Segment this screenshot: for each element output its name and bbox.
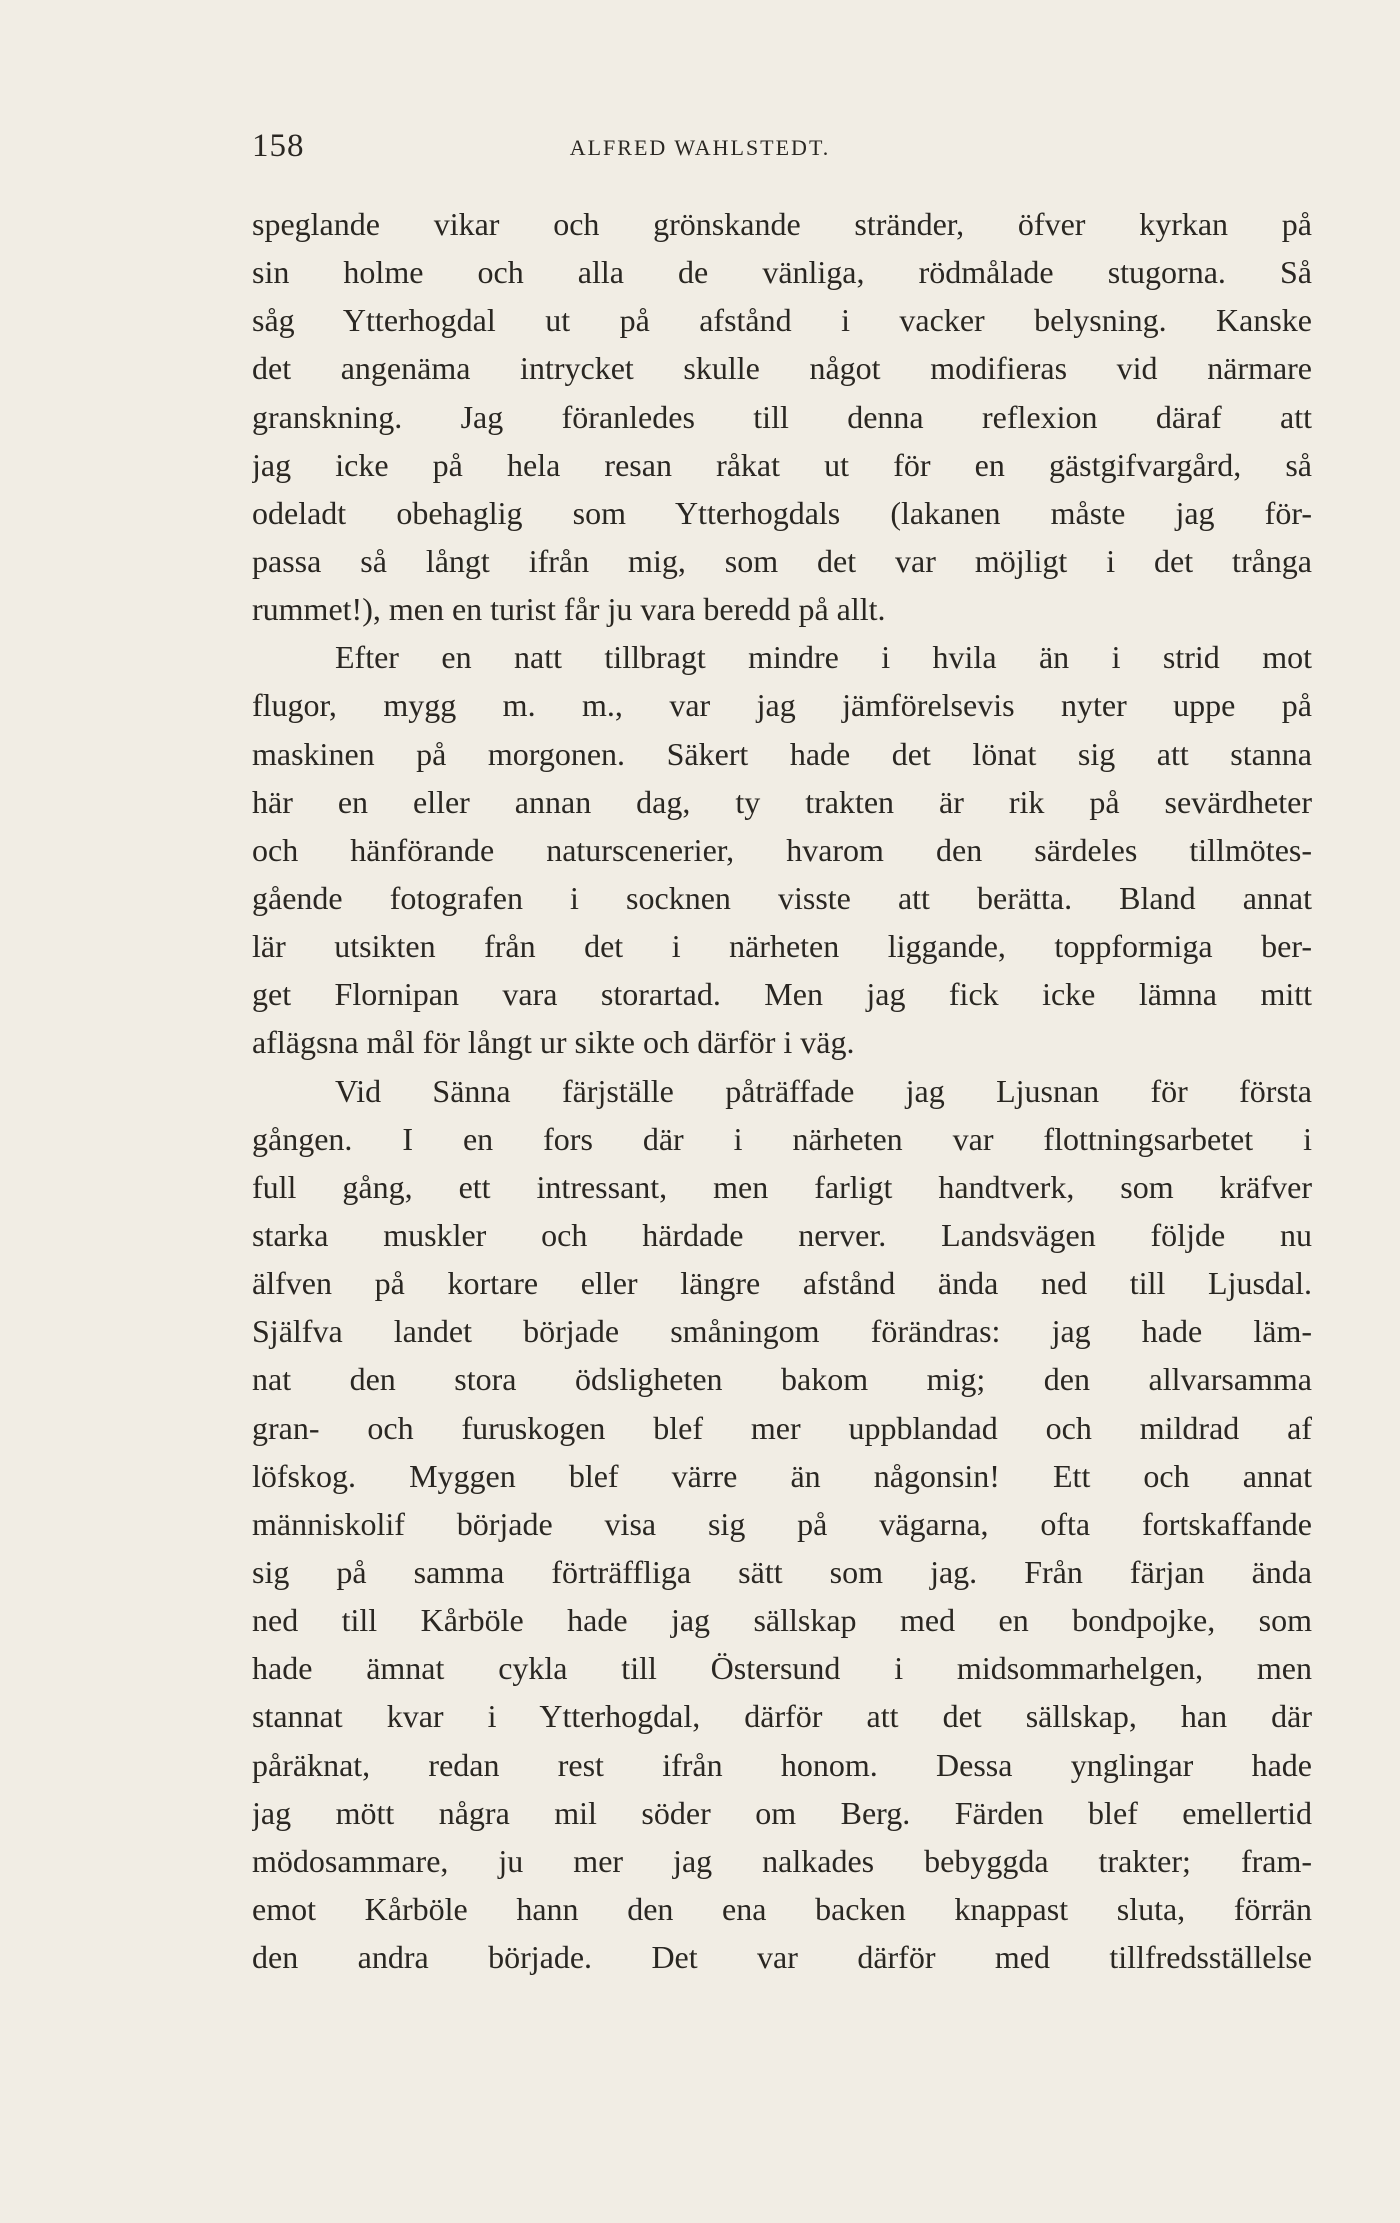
text-line: löfskog. Myggen blef värre än någonsin! Ett och annat	[252, 1457, 1312, 1494]
text-line: stannat kvar i Ytterhogdal, därför att det sällskap, han där	[252, 1698, 1312, 1735]
text-line: speglande vikar och grönskande stränder, öfver kyrkan på	[252, 206, 1312, 242]
text-line: jag mött några mil söder om Berg. Färden blef emellertid	[252, 1794, 1312, 1831]
text-line: Själfva landet började småningom förändras: jag hade läm-	[252, 1313, 1312, 1350]
text-line: ned till Kårböle hade jag sällskap med en bondpojke, som	[252, 1602, 1312, 1639]
text-line: människolif började visa sig på vägarna, ofta fortskaffande	[252, 1505, 1312, 1542]
text-line: aflägsna mål för långt ur sikte och därför i väg.	[252, 1024, 855, 1061]
text-line: hade ämnat cykla till Östersund i midsommarhelgen, men	[252, 1650, 1312, 1687]
text-line: det angenäma intrycket skulle något modifieras vid närmare	[252, 350, 1312, 387]
text-line: starka muskler och härdade nerver. Landsvägen följde nu	[252, 1216, 1312, 1253]
running-head: ALFRED WAHLSTEDT.	[569, 135, 831, 160]
text-line: granskning. Jag föranledes till denna reflexion däraf att	[252, 398, 1312, 435]
text-line: maskinen på morgonen. Säkert hade det lönat sig att stanna	[252, 735, 1312, 772]
page-number: 158	[252, 128, 305, 164]
text-line: sin holme och alla de vänliga, rödmålade stugorna. Så	[252, 254, 1312, 291]
text-line: såg Ytterhogdal ut på afstånd i vacker belysning. Kanske	[252, 302, 1312, 339]
text-line: sig på samma förträffliga sätt som jag. Från färjan ända	[252, 1553, 1312, 1590]
text-line: påräknat, redan rest ifrån honom. Dessa ynglingar hade	[252, 1746, 1312, 1783]
text-line: get Flornipan vara storartad. Men jag fick icke lämna mitt	[252, 976, 1312, 1013]
text-line: lär utsikten från det i närheten liggande, toppformiga ber-	[252, 928, 1312, 965]
text-line: mödosammare, ju mer jag nalkades bebyggda trakter; fram-	[252, 1842, 1312, 1879]
text-line: älfven på kortare eller längre afstånd ända ned till Ljusdal.	[252, 1265, 1312, 1302]
text-line: och hänförande naturscenerier, hvarom den särdeles tillmötes-	[252, 831, 1312, 868]
text-line: jag icke på hela resan råkat ut för en gästgifvargård, så	[252, 446, 1312, 483]
text-line: Efter en natt tillbragt mindre i hvila än i strid mot	[335, 639, 1312, 676]
text-line: odeladt obehaglig som Ytterhogdals (lakanen måste jag för-	[252, 494, 1312, 531]
text-line: gående fotografen i socknen visste att berätta. Bland annat	[252, 879, 1312, 916]
text-line: flugor, mygg m. m., var jag jämförelsevis nyter uppe på	[252, 687, 1312, 724]
text-line: här en eller annan dag, ty trakten är rik på sevärdheter	[252, 783, 1312, 820]
text-line: rummet!), men en turist får ju vara beredd på allt.	[252, 591, 886, 628]
text-line: den andra började. Det var därför med tillfredsställelse	[252, 1939, 1312, 1976]
text-line: emot Kårböle hann den ena backen knappast sluta, förrän	[252, 1890, 1312, 1927]
body-text	[252, 200, 1312, 1981]
text-line: Vid Sänna färjställe påträffade jag Ljusnan för första	[335, 1072, 1312, 1109]
text-line: full gång, ett intressant, men farligt handtverk, som kräfver	[252, 1168, 1312, 1205]
text-line: gången. I en fors där i närheten var flottningsarbetet i	[252, 1120, 1312, 1157]
text-line: gran- och furuskogen blef mer uppblandad och mildrad af	[252, 1409, 1312, 1446]
text-line: passa så långt ifrån mig, som det var möjligt i det trånga	[252, 542, 1312, 579]
text-line: nat den stora ödsligheten bakom mig; den allvarsamma	[252, 1361, 1312, 1398]
